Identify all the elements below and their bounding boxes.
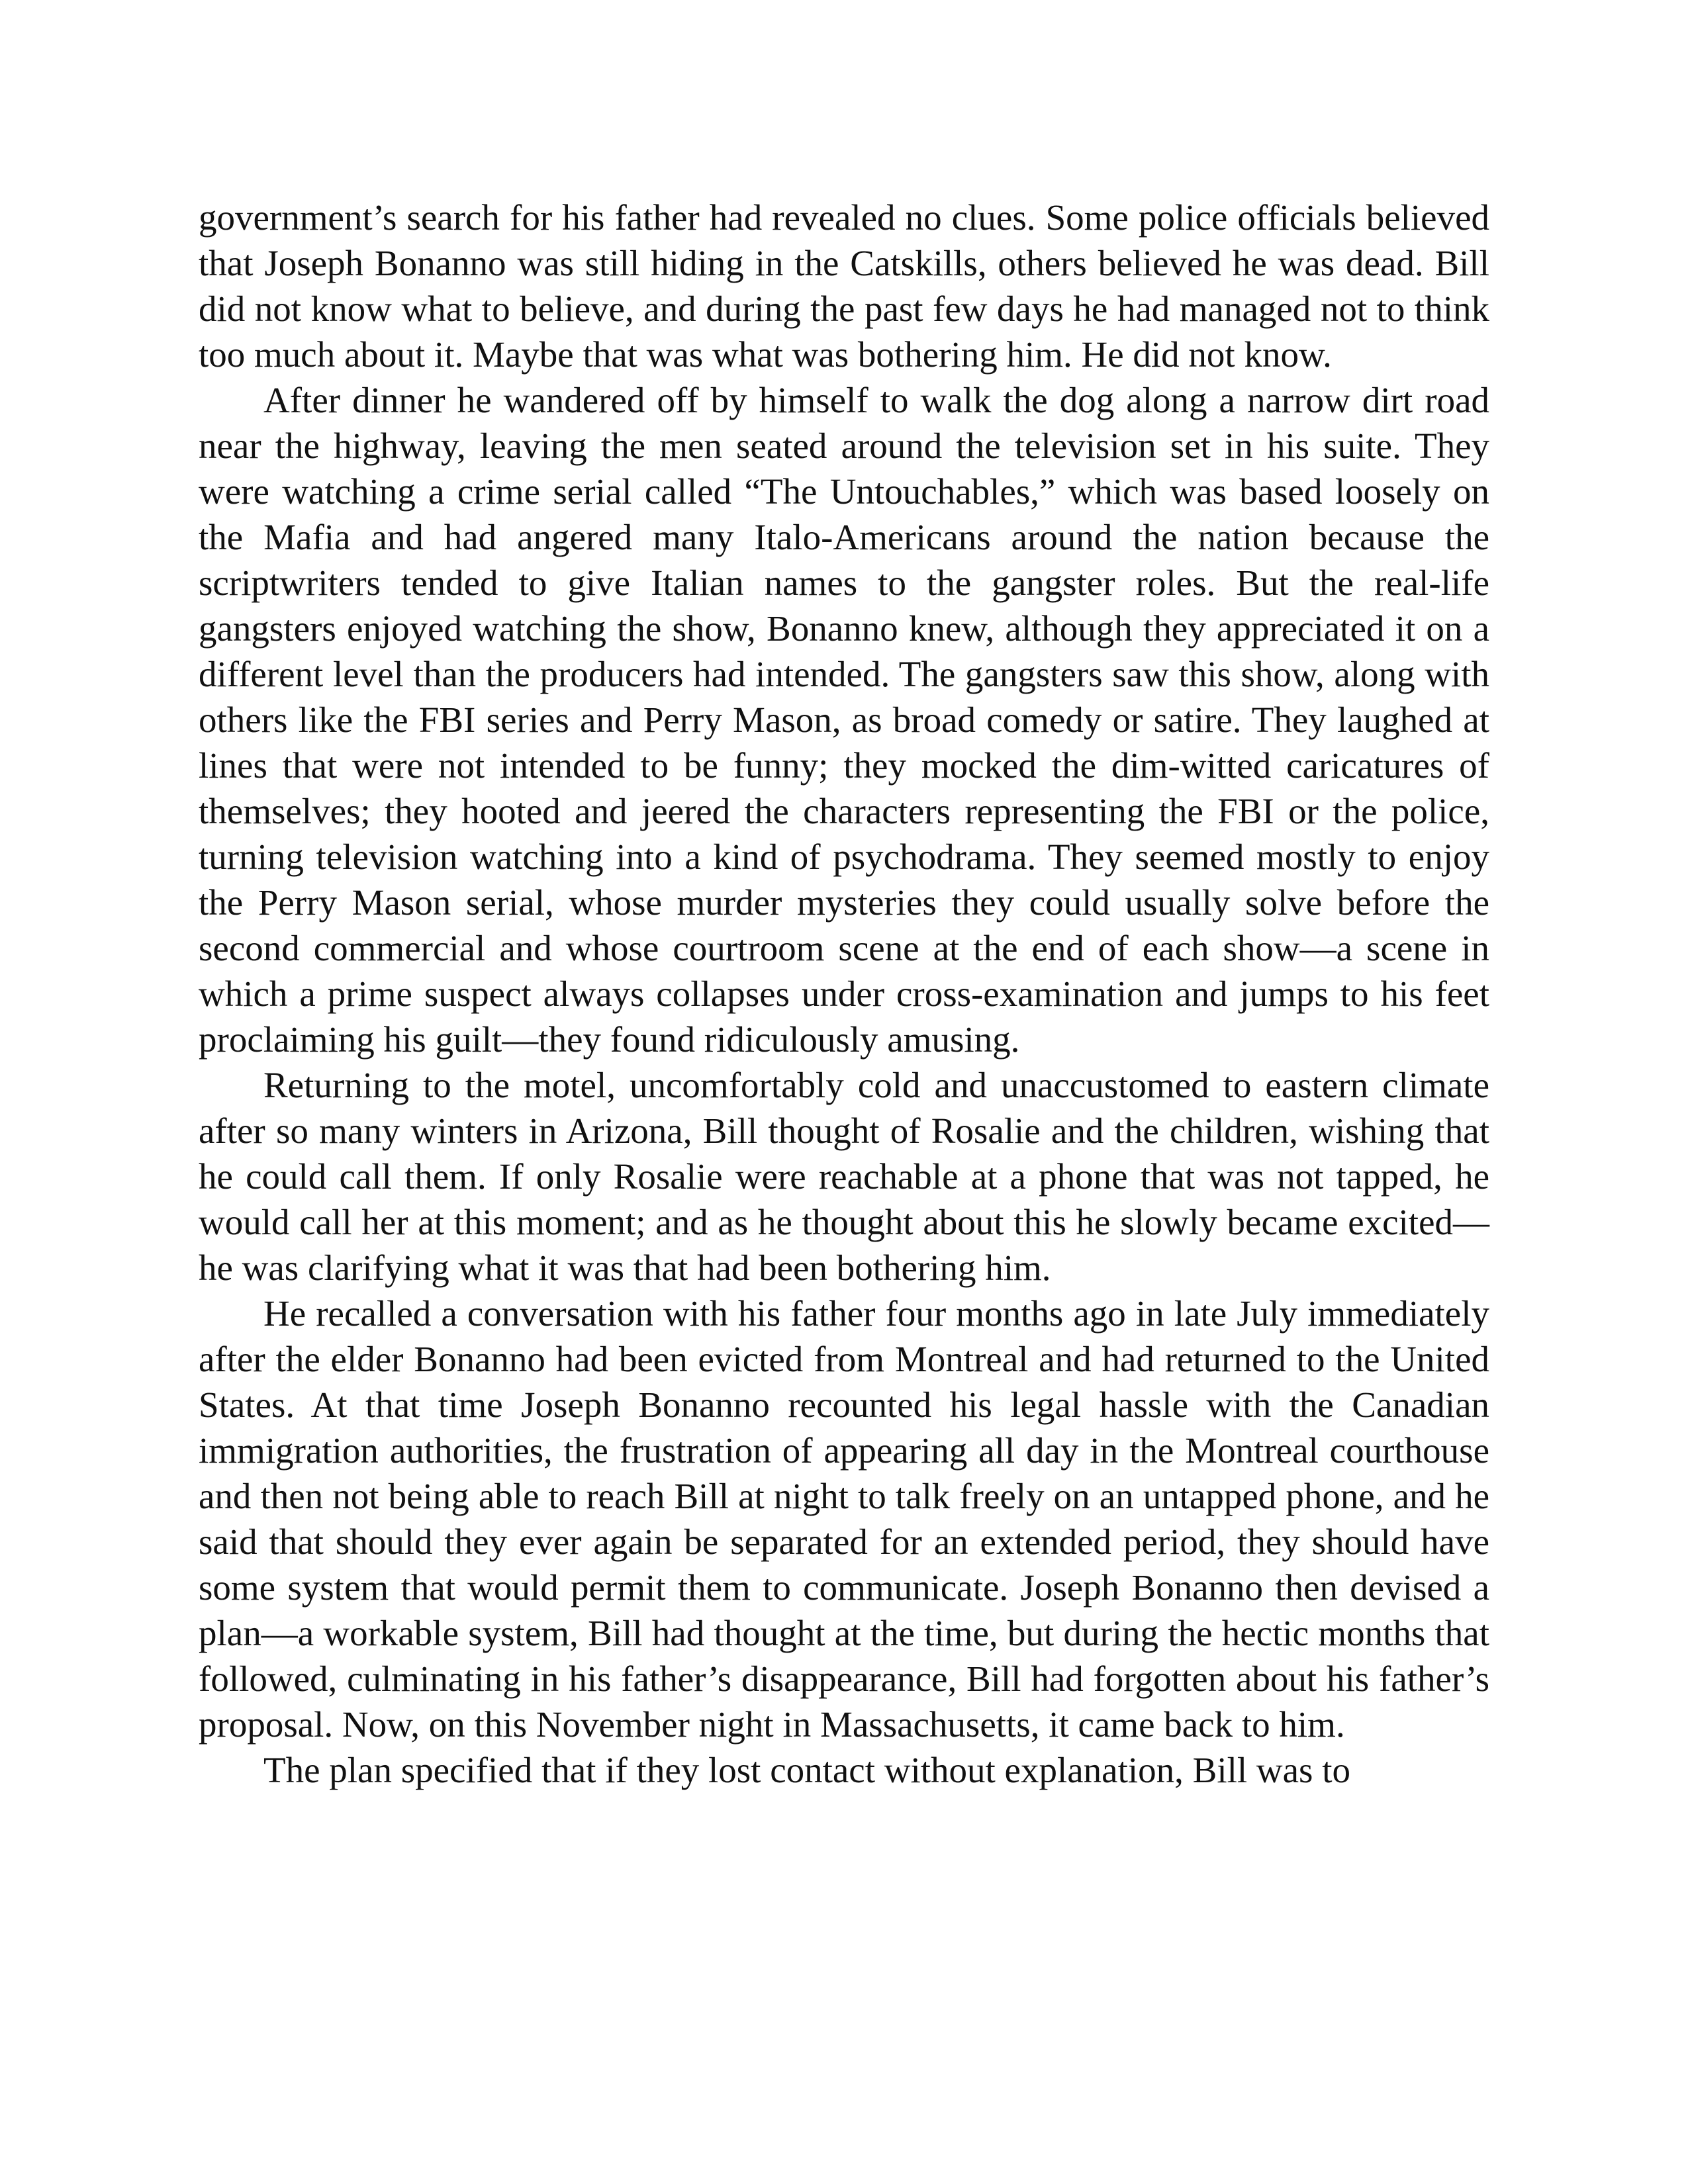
paragraph-motel: Returning to the motel, uncomfortably cold and unaccustomed to eastern climate after so many winters in Arizona, Bill thought of Rosalie and the children, wishing that he could call them. If only Rosalie were reachable at a phone that was not tapped, he would call her at this moment; and as he thought about this he slowly became excited—he was clarifying what it was that had been bothering him.	[199, 1065, 1489, 1288]
paragraph-conversation: He recalled a conversation with his father four months ago in late July immediately after the elder Bonanno had been evicted from Montreal and had returned to the United States. At that time Joseph Bonanno recounted his legal hassle with the Canadian immigration authorities, the frustration of appearing all day in the Montreal courthouse and then not being able to reach Bill at night to talk freely on an untapped phone, and he said that should they ever again be separated for an extended period, they should have some system that would permit them to communicate. Joseph Bonanno then devised a plan—a workable system, Bill had thought at the time, but during the hectic months that followed, culminating in his father’s disappearance, Bill had forgotten about his father’s proposal. Now, on this November night in Massachusetts, it came back to him.	[199, 1293, 1489, 1745]
paragraph-continuation: government’s search for his father had revealed no clues. Some police officials believed that Joseph Bonanno was still hiding in the Catskills, others believed he was dead. Bill did not know what to believe, and during the past few days he had managed not to think too much about it. Maybe that was what was bothering him. He did not know.	[199, 197, 1489, 375]
paragraph-television: After dinner he wandered off by himself to walk the dog along a narrow dirt road near the highway, leaving the men seated around the television set in his suite. They were watching a crime serial called “The Untouchables,” which was based loosely on the Mafia and had angered many Italo-Americans around the nation because the scriptwriters tended to give Italian names to the gangster roles. But the real-life gangsters enjoyed watching the show, Bonanno knew, although they appreciated it on a different level than the producers had intended. The gangsters saw this show, along with others like the FBI series and Perry Mason, as broad comedy or satire. They laughed at lines that were not intended to be funny; they mocked the dim-witted caricatures of themselves; they hooted and jeered the characters representing the FBI or the police, turning television watching into a kind of psychodrama. They seemed mostly to enjoy the Perry Mason serial, whose murder mysteries they could usually solve before the second commercial and whose courtroom scene at the end of each show—a scene in which a prime suspect always collapses under cross-examination and jumps to his feet proclaiming his guilt—they found ridiculously amusing.	[199, 380, 1489, 1060]
body-text	[199, 195, 1489, 1793]
paragraph-plan: The plan specified that if they lost contact without explanation, Bill was to	[263, 1750, 1350, 1790]
